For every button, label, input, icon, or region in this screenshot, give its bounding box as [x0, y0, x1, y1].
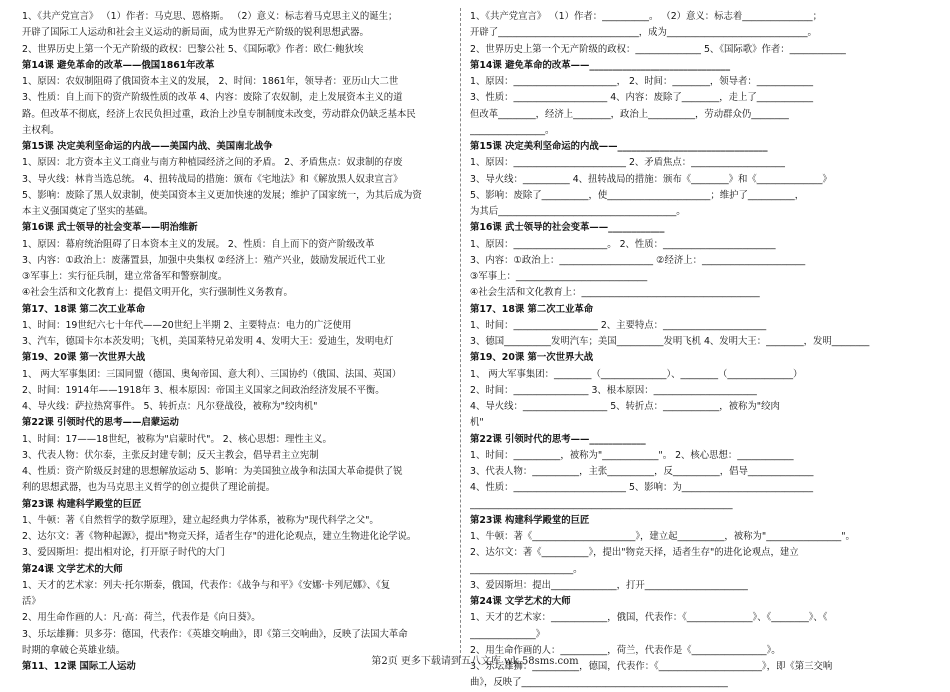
lesson-heading: 第24课 文学艺术的大师 — [22, 563, 123, 575]
text-line: 3、代表人物：伏尔泰，主张反封建专制；反天主教会，倡导君主立宪制 — [22, 449, 319, 461]
text-line: 1、原因：幕府统治阻碍了日本资本主义的发展。 2、性质：自上而下的资产阶级改革 — [22, 238, 375, 250]
text-line: 3、性质：自上而下的资产阶级性质的改革 4、内容：废除了农奴制，走上发展资本主义的道 — [22, 92, 403, 104]
lesson-heading: 第17、18课 第二次工业革命 — [470, 303, 594, 315]
lesson-heading: 第24课 文学艺术的大师 — [470, 596, 571, 607]
text-line: 主权利。 — [22, 124, 60, 136]
text-line: 1、时间：17——18世纪，被称为"启蒙时代"。 2、核心思想：理性主义。 — [22, 433, 332, 445]
text-line: 3、导火线：林肯当选总统。 4、扭转战局的措施：颁布《宅地法》和《解放黑人奴隶宣言》 — [22, 173, 403, 185]
text-line: 曲》，反映了____________________________________________ — [470, 677, 728, 689]
text-line: 3、代表人物：__________，主张__________，反__________，倡导______________ — [470, 466, 814, 477]
text-line: 1、《共产党宣言》 （1）作者：__________。 （2）意义：标志着_______________； — [470, 11, 822, 22]
lesson-heading: 第14课 避免革命的改革——______________________________ — [470, 59, 731, 71]
text-line: 1、 两大军事集团：________（______________）、________（______________） — [470, 368, 803, 380]
text-line: 时期的拿破仑英雄业绩。 — [22, 644, 126, 656]
text-line: 1、 两大军事集团：三国同盟（德国、奥匈帝国、意大利）、三国协约（俄国、法国、英国） — [22, 368, 402, 380]
answer-column — [22, 9, 458, 675]
page-footer: 第2页 更多下载请到五八文库 wk.58sms.com — [371, 656, 579, 667]
text-line: 1、原因：______________________， 2、时间：________，领导者：____________ — [470, 76, 814, 87]
lesson-heading: 第22课 引领时代的思考——____________ — [470, 433, 646, 445]
text-line: 5、影响：废除了黑人奴隶制，使美国资本主义更加快速的发展；维护了国家统一，为其后成为资 — [22, 189, 422, 201]
text-line: 1、原因：北方资本主义工商业与南方种植园经济之间的矛盾。 2、矛盾焦点：奴隶制的存废 — [22, 157, 403, 169]
text-line: 5、影响：废除了__________，使______________________；维护了__________， — [470, 189, 805, 201]
text-line: 1、牛顿：著《______________________》，建立起__________，被称为"________________"。 — [470, 531, 855, 542]
text-line: 3、性质：____________________ 4、内容：废除了________，走上了____________ — [470, 92, 814, 104]
text-line: 1、时间：__________________ 2、主要特点：______________________ — [470, 319, 767, 331]
lesson-heading: 第15课 决定美利坚命运的内战——美国内战、美国南北战争 — [22, 141, 273, 152]
text-line: 3、爱因斯坦：提出______________，打开______________________ — [470, 579, 748, 591]
text-line: 机" — [470, 417, 484, 429]
text-line: 2、达尔文：著《__________》，提出"物竞天择，适者生存"的进化论观点，建立 — [470, 547, 799, 559]
text-line: 1、牛顿：著《自然哲学的数学原理》，建立起经典力学体系，被称为"现代科学之父"。 — [22, 514, 379, 526]
text-line: 2、用生命作画的人：凡·高：荷兰，代表作是《向日葵》。 — [22, 612, 261, 624]
text-line: ______________》 — [470, 628, 546, 640]
text-line: 1、原因：________________________ 2、矛盾焦点：____________________ — [470, 157, 785, 169]
text-line: 3、乐坛雄狮：贝多芬：德国，代表作：《英雄交响曲》，即《第三交响曲》，反映了法国大革命 — [22, 628, 408, 640]
worksheet-column — [470, 9, 906, 692]
text-line: 路。但改革不彻底，经济上农民负担过重，政治上沙皇专制制度未改变，劳动群众仍缺乏基本民 — [22, 108, 416, 120]
text-line: ________________。 — [470, 124, 555, 136]
text-line: 2、时间：________________ 3、根本原因：______________________ — [470, 384, 757, 396]
text-line: 2、世界历史上第一个无产阶级的政权：巴黎公社 5、《国际歌》作者：欧仁·鲍狄埃 — [22, 43, 364, 55]
text-line: 2、时间：1914年——1918年 3、根本原因：帝国主义国家之间政治经济发展不平衡。 — [22, 384, 385, 396]
text-line: 3、乐坛雄狮：__________，德国，代表作：《______________________》，即《第三交响 — [470, 661, 833, 672]
text-line: 4、性质：资产阶级反封建的思想解放运动 5、影响：为美国独立战争和法国大革命提供了锐 — [22, 466, 403, 477]
lesson-heading: 第19、20课 第一次世界大战 — [22, 352, 146, 364]
text-line: 3、导火线：__________ 4、扭转战局的措施：颁布《________》和《______________》 — [470, 173, 832, 185]
lesson-heading: 第16课 武士领导的社会变革——明治维新 — [22, 222, 198, 234]
lesson-heading: 第11、12课 国际工人运动 — [22, 661, 136, 672]
text-line: 1、天才的艺术家：____________，俄国，代表作：《______________》、《________》、《 — [470, 612, 828, 624]
text-line: 1、时间：__________，被称为"____________"。 2、核心思想：____________ — [470, 449, 794, 461]
text-line: 4、导火线：萨拉热窝事件。 5、转折点：凡尔登战役，被称为"绞肉机" — [22, 401, 318, 412]
text-line: 1、《共产党宣言》 （1）作者：马克思、恩格斯。 （2）意义：标志着马克思主义的诞生； — [22, 11, 398, 22]
lesson-heading: 第17、18课 第二次工业革命 — [22, 303, 146, 315]
lesson-heading: 第22课 引领时代的思考——启蒙运动 — [22, 417, 179, 429]
lesson-heading: 第16课 武士领导的社会变革——____________ — [470, 222, 665, 234]
lesson-heading: 第23课 构建科学殿堂的巨匠 — [22, 498, 142, 510]
text-line: 1、天才的艺术家：列夫·托尔斯泰，俄国，代表作：《战争与和平》《安娜·卡列尼娜》、《复 — [22, 579, 391, 591]
text-line: ③军事上：实行征兵制，建立常备军和警察制度。 — [22, 271, 228, 282]
text-line: 3、德国__________发明汽车；美国__________发明飞机 4、发明大王：________，发明________ — [470, 336, 870, 347]
text-line: ④社会生活和文化教育上：______________________________________ — [470, 287, 760, 299]
text-line: 本主义强国奠定了坚实的基础。 — [22, 206, 154, 217]
text-line: 3、内容：①政治上：____________________ ②经济上：______________________ — [470, 254, 806, 266]
text-line: 1、原因：____________________。 2、性质：________________________ — [470, 238, 776, 250]
text-line: 利的思想武器，也为马克思主义哲学的创立提供了理论前提。 — [22, 482, 276, 494]
text-line: 开辟了国际工人运动和社会主义运动的新局面，成为世界无产阶级的锐利思想武器。 — [22, 27, 369, 39]
text-line: 开辟了______________________________，成为______________________________。 — [470, 27, 817, 39]
text-line: ④社会生活和文化教育上：提倡文明开化，实行强制性义务教育。 — [22, 287, 293, 299]
text-line: 4、导火线：__________________ 5、转折点：____________，被称为"绞肉 — [470, 401, 780, 412]
text-line: ________________________________________________________ — [470, 498, 733, 510]
text-line: ③军事上：____________________________ — [470, 271, 648, 282]
text-line: 活》 — [22, 596, 41, 607]
column-divider — [460, 8, 461, 658]
text-line: ______________________。 — [470, 563, 583, 575]
text-line: 1、时间：19世纪六七十年代——20世纪上半期 2、主要特点：电力的广泛使用 — [22, 319, 352, 331]
text-line: 为其后______________________________________。 — [470, 206, 686, 217]
text-line: 但改革________，经济上________，政治上__________，劳动群众仍________ — [470, 108, 789, 120]
text-line: 2、用生命作画的人：__________，荷兰，代表作是《________________》。 — [470, 644, 781, 656]
text-line: 3、汽车，德国卡尔本茨发明；飞机，美国莱特兄弟发明 4、发明大王：爱迪生，发明电灯 — [22, 336, 394, 347]
lesson-heading: 第23课 构建科学殿堂的巨匠 — [470, 514, 590, 526]
text-line: 3、爱因斯坦：提出相对论，打开原子时代的大门 — [22, 547, 225, 559]
lesson-heading: 第14课 避免革命的改革——俄国1861年改革 — [22, 59, 215, 71]
text-line: 3、内容：①政治上：废藩置县，加强中央集权 ②经济上：殖产兴业，鼓励发展近代工业 — [22, 254, 386, 266]
lesson-heading: 第19、20课 第一次世界大战 — [470, 352, 594, 364]
lesson-heading: 第15课 决定美利坚命运的内战——________________________________ — [470, 141, 768, 152]
text-line: 4、性质：________________________ 5、影响：为____________________________ — [470, 482, 814, 494]
text-line: 2、达尔文：著《物种起源》，提出"物竞天择，适者生存"的进化论观点，建立生物进化论学说。 — [22, 531, 417, 542]
text-line: 1、原因：农奴制阻碍了俄国资本主义的发展， 2、时间：1861年，领导者：亚历山大二世 — [22, 76, 399, 87]
text-line: 2、世界历史上第一个无产阶级的政权：______________ 5、《国际歌》作者：____________ — [470, 43, 846, 55]
